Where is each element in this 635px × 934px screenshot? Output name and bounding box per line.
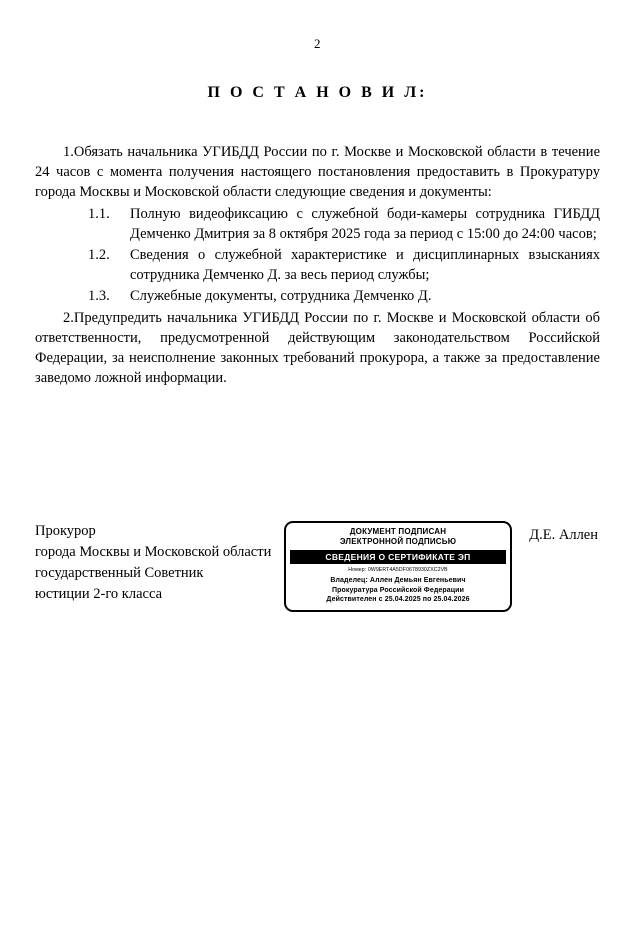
paragraph-2: 2.Предупредить начальника УГИБДД России по г. Москве и Московской области об ответственности, предусмотренной действующим законодательством Российской Федерации, за неисполнение законных требований прокурора, а также за предоставление заведомо ложной информации. [35, 310, 600, 386]
stamp-owner: Владелец: Аллен Демьян Евгеньевич [330, 576, 466, 584]
signer-title-line-3: государственный Советник [35, 565, 204, 582]
stamp-certificate-bar: СВЕДЕНИЯ О СЕРТИФИКАТЕ ЭП [290, 550, 506, 564]
list-item-number: 1.3. [88, 288, 110, 304]
signature-block [35, 521, 600, 641]
signer-title [35, 521, 271, 605]
page-title: П О С Т А Н О В И Л: [207, 84, 428, 101]
sub-items-list [35, 204, 600, 306]
document-page [0, 36, 635, 934]
signer-name: Д.Е. Аллен [529, 527, 598, 543]
stamp-line-2: ЭЛЕКТРОННОЙ ПОДПИСЬЮ [339, 537, 457, 546]
list-item [35, 245, 600, 285]
signer-title-line-1: Прокурор [35, 523, 96, 539]
list-item-number: 1.1. [88, 206, 110, 222]
stamp-line-1: ДОКУМЕНТ ПОДПИСАН [349, 527, 447, 536]
stamp-organization: Прокуратура Российской Федерации [332, 586, 464, 594]
list-item [35, 286, 600, 306]
stamp-validity: Действителен с 25.04.2025 по 25.04.2026 [326, 596, 470, 604]
document-body [35, 142, 600, 388]
page-number: 2 [314, 36, 321, 51]
list-item-text: Служебные документы, сотрудника Демченко Д. [130, 288, 432, 304]
electronic-signature-stamp [284, 521, 512, 612]
list-item-text: Полную видеофиксацию с служебной боди-камеры сотрудника ГИБДД Демченко Дмитрия за 8 октября 2025 года за период с 15:00 до 24:00 часов; [130, 206, 600, 242]
signer-title-line-2: города Москвы и Московской области [35, 544, 272, 561]
paragraph-1: 1.Обязать начальника УГИБДД России по г. Москве и Московской области в течение 24 часов с момента получения настоящего постановления предоставить в Прокуратуру города Москвы и Московской области следующие сведения и документы: [35, 144, 600, 200]
list-item-number: 1.2. [88, 247, 110, 263]
stamp-serial: Номер: 0W9ERT4A5DF0678930ZXC2VB [348, 567, 448, 573]
signer-title-line-4: юстиции 2-го класса [35, 586, 163, 603]
list-item [35, 204, 600, 244]
list-item-text: Сведения о служебной характеристике и дисциплинарных взысканиях сотрудника Демченко Д. за весь период службы; [130, 247, 600, 283]
